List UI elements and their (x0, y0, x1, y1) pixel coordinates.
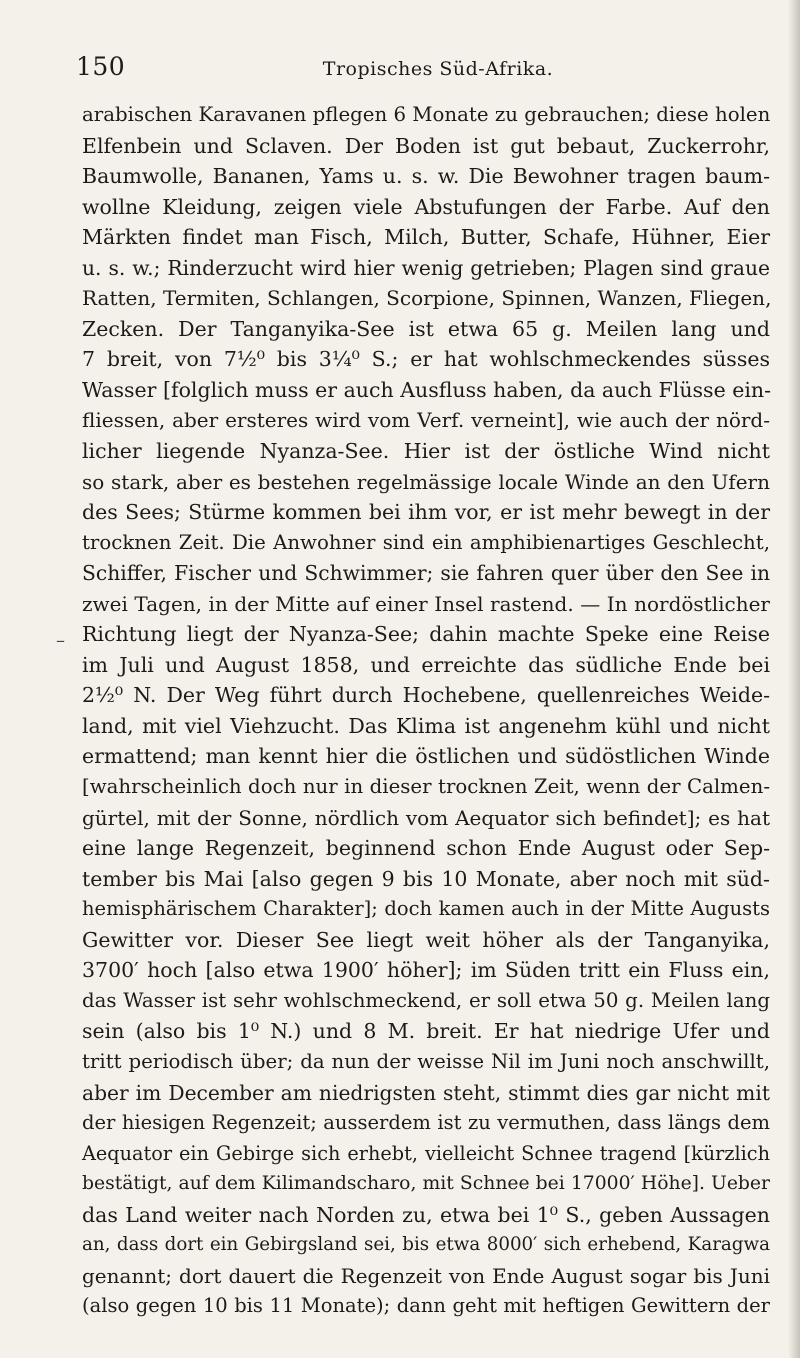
text-line: 7 breit, von 7½⁰ bis 3¼⁰ S.; er hat wohlschmeckendes süsses (82, 347, 770, 372)
text-line: trocknen Zeit. Die Anwohner sind ein amphibienartiges Geschlecht, (82, 530, 770, 554)
text-line: gürtel, mit der Sonne, nördlich vom Aequator sich befindet]; es hat (82, 805, 770, 830)
margin-mark: – (56, 630, 65, 651)
text-line: Gewitter vor. Dieser See liegt weit höher als der Tanganyika, (82, 927, 770, 952)
text-line: des Sees; Stürme kommen bei ihm vor, er ist mehr bewegt in der (82, 500, 770, 525)
text-line: Baumwolle, Bananen, Yams u. s. w. Die Bewohner tragen baum- (82, 164, 770, 189)
text-line: [wahrscheinlich doch nur in dieser trocknen Zeit, wenn der Calmen- (82, 775, 770, 799)
text-line: sein (also bis 1⁰ N.) und 8 M. breit. Er hat niedrige Ufer und (82, 1019, 770, 1044)
text-line: hemisphärischem Charakter]; doch kamen auch in der Mitte Augusts (82, 897, 770, 921)
body-text (82, 100, 770, 1322)
text-line: bestätigt, auf dem Kilimandscharo, mit Schnee bei 17000′ Höhe]. Ueber (82, 1173, 770, 1195)
text-line: Aequator ein Gebirge sich erhebt, vielleicht Schnee tragend [kürzlich (82, 1141, 770, 1165)
text-line: land, mit viel Viehzucht. Das Klima ist angenehm kühl und nicht (82, 713, 770, 738)
text-line: wollne Kleidung, zeigen viele Abstufungen der Farbe. Auf den (82, 194, 770, 219)
text-line: ermattend; man kennt hier die östlichen und südöstlichen Winde (82, 744, 770, 769)
text-line: genannt; dort dauert die Regenzeit von Ende August sogar bis Juni (82, 1263, 770, 1288)
page-number: 150 (76, 52, 126, 81)
text-line: im Juli und August 1858, und erreichte das südliche Ende bei (82, 652, 770, 677)
text-line: (also gegen 10 bis 11 Monate); dann geht mit heftigen Gewittern der (82, 1294, 770, 1318)
text-line: Schiffer, Fischer und Schwimmer; sie fahren quer über den See in (82, 561, 770, 586)
text-line: Elfenbein und Sclaven. Der Boden ist gut bebaut, Zuckerrohr, (82, 133, 770, 158)
running-title: Tropisches Süd-Afrika. (322, 58, 554, 80)
page-header (76, 52, 760, 82)
text-line: tember bis Mai [also gegen 9 bis 10 Monate, aber noch mit süd- (82, 866, 770, 891)
text-line: das Wasser ist sehr wohlschmeckend, er soll etwa 50 g. Meilen lang (82, 988, 770, 1012)
text-line: der hiesigen Regenzeit; ausserdem ist zu vermuthen, dass längs dem (82, 1111, 770, 1135)
text-line: 3700′ hoch [also etwa 1900′ höher]; im Süden tritt ein Fluss ein, (82, 958, 770, 983)
text-line: Wasser [folglich muss er auch Ausfluss haben, da auch Flüsse ein- (82, 377, 772, 402)
text-line: fliessen, aber ersteres wird vom Verf. verneint], wie auch der nörd- (82, 408, 770, 433)
text-line: Märkten findet man Fisch, Milch, Butter, Schafe, Hühner, Eier (82, 225, 770, 250)
text-line: Ratten, Termiten, Schlangen, Scorpione, Spinnen, Wanzen, Fliegen, (82, 286, 772, 311)
text-line: tritt periodisch über; da nun der weisse Nil im Juni noch anschwillt, (82, 1049, 770, 1073)
text-line: u. s. w.; Rinderzucht wird hier wenig getrieben; Plagen sind graue (82, 255, 770, 280)
text-line: 2½⁰ N. Der Weg führt durch Hochebene, quellenreiches Weide- (82, 683, 770, 708)
text-line: zwei Tagen, in der Mitte auf einer Insel rastend. — In nordöstlicher (82, 591, 770, 616)
text-line: aber im December am niedrigsten steht, stimmt dies gar nicht mit (82, 1080, 770, 1105)
text-line: Zecken. Der Tanganyika-See ist etwa 65 g. Meilen lang und (82, 316, 770, 341)
text-line: eine lange Regenzeit, beginnend schon Ende August oder Sep- (82, 836, 770, 861)
text-line: das Land weiter nach Norden zu, etwa bei 1⁰ S., geben Aussagen (82, 1202, 770, 1227)
text-line: licher liegende Nyanza-See. Hier ist der östliche Wind nicht (82, 439, 770, 464)
text-line: arabischen Karavanen pflegen 6 Monate zu gebrauchen; diese holen (82, 103, 771, 126)
text-line: Richtung liegt der Nyanza-See; dahin machte Speke eine Reise (82, 622, 770, 647)
page-edge-shadow (788, 0, 800, 1358)
text-line: an, dass dort ein Gebirgsland sei, bis etwa 8000′ sich erhebend, Karagwa (82, 1234, 770, 1256)
text-line: so stark, aber es bestehen regelmässige locale Winde an den Ufern (82, 469, 770, 494)
